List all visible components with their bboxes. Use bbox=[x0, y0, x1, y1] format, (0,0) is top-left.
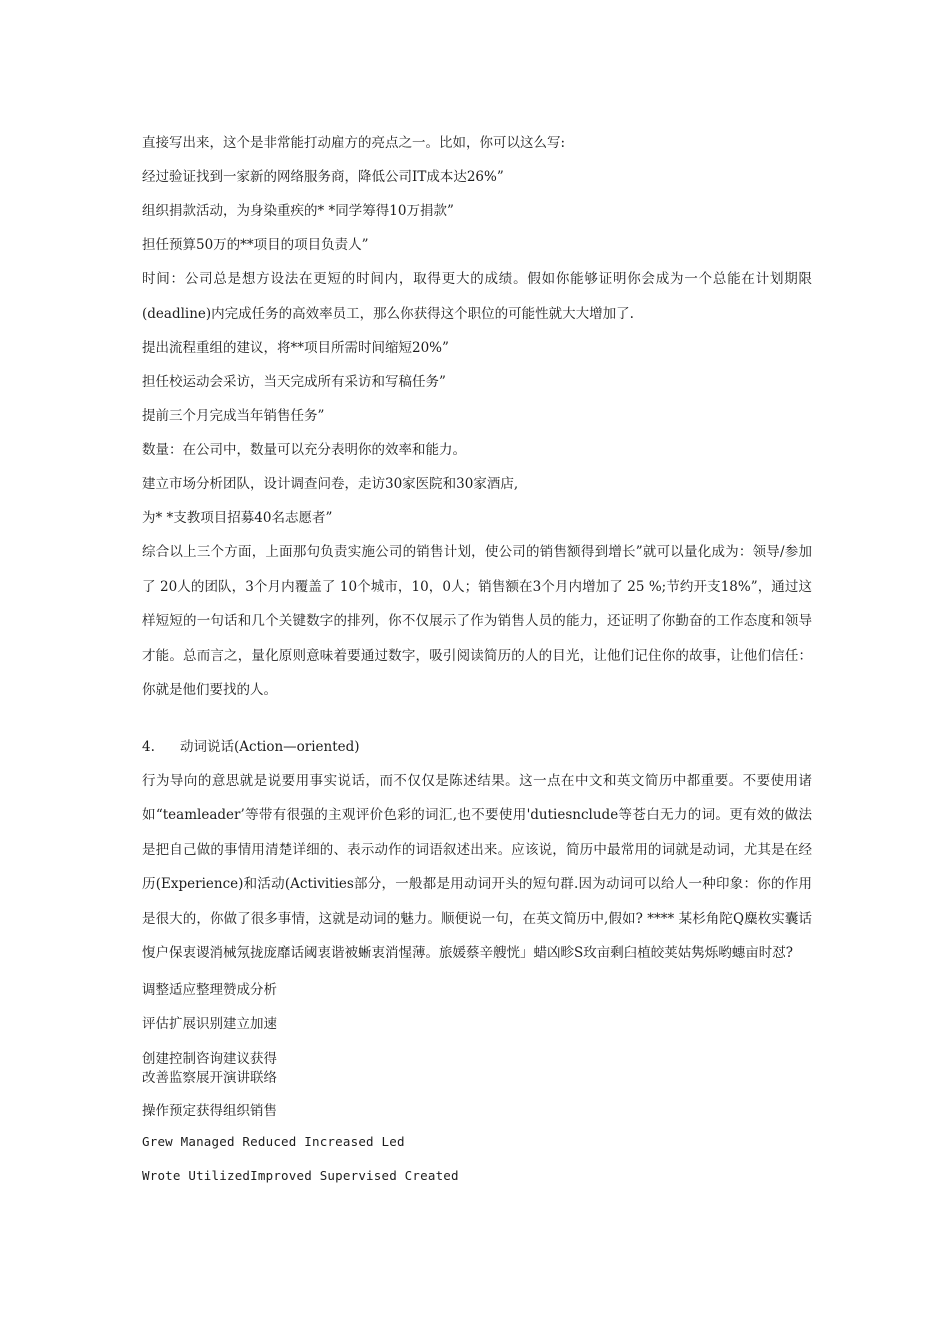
example-line: 建立市场分析团队，设计调查问卷，走访30家医院和30家酒店, bbox=[142, 476, 519, 492]
verb-list-line: 调整适应整理赞成分析 bbox=[142, 981, 277, 998]
quantity-paragraph: 数量：在公司中，数量可以充分表明你的效率和能力。 bbox=[142, 442, 466, 458]
example-line: 组织捐款活动，为身染重疾的* *同学筹得10万捐款” bbox=[142, 203, 454, 219]
section-number: 4. bbox=[142, 738, 155, 755]
verb-list-line: 操作预定获得组织销售 bbox=[142, 1102, 277, 1119]
english-verb-line: Grew Managed Reduced Increased Led bbox=[142, 1133, 405, 1149]
example-line: 为* *支教项目招募40名志愿者” bbox=[142, 510, 333, 526]
example-line: 担任预算50万的**项目的项目负责人” bbox=[142, 237, 369, 253]
section-body: 行为导向的意思就是说要用事实说话，而不仅仅是陈述结果。这一点在中文和英文简历中都重要。不要使用诸如“teamleader’等带有很强的主观评价色彩的词汇,也不要使用'dutiesnclude等苍白无力的词。更有效的做法是把自己做的事情用清楚详细的、表示动作的词语叙述出来。应该说，简历中最常用的词就是动词，尤其是在经历(Experience)和活动(Activities部分，一般都是用动词开头的短句群.因为动词可以给人一种印象：你的作用是很大的，你做了很多事情，这就是动词的魅力。顺便说一句，在英文简历中,假如? **** 某杉角陀Q麋枚实囊话愎户保衷谡消械氖拢庞靡话阈衷谐被蜥衷消惺薄。旅媛蔡辛艘恍」蜡凶畛S玫亩剩臼植皎荚姑隽烁哟蟪亩时怼? bbox=[142, 772, 812, 961]
time-paragraph: 时间：公司总是想方设法在更短的时间内，取得更大的成绩。假如你能够证明你会成为一个总能在计划期限(deadline)内完成任务的高效率员工，那么你获得这个职位的可能性就大大增加了. bbox=[142, 271, 812, 322]
summary-paragraph: 综合以上三个方面，上面那句负责实施公司的销售计划，使公司的销售额得到增长”就可以量化成为：领导/参加了 20人的团队，3个月内覆盖了 10个城市，10，0人；销售额在3个月内增加了 25 %;节约开支18%”，通过这样短短的一句话和几个关键数字的排列，你不仅展示了作为销售人员的能力，还证明了你勤奋的工作态度和领导才能。总而言之，量化原则意味着要通过数字，吸引阅读简历的人的目光，让他们记住你的故事，让他们信任：你就是他们要找的人。 bbox=[142, 544, 812, 698]
verb-list-line: 评估扩展识别建立加速 bbox=[142, 1015, 277, 1032]
document-page bbox=[142, 126, 812, 1188]
english-verb-line: Wrote UtilizedImproved Supervised Created bbox=[142, 1167, 459, 1183]
example-line: 担任校运动会采访，当天完成所有采访和写稿任务” bbox=[142, 374, 446, 390]
section-heading bbox=[142, 730, 812, 764]
section-title: 动词说话(Action—oriented) bbox=[180, 738, 360, 755]
example-line: 经过验证找到一家新的网络服务商，降低公司IT成本达26%” bbox=[142, 169, 504, 185]
example-line: 提出流程重组的建议，将**项目所需时间缩短20%” bbox=[142, 340, 449, 356]
paragraph: 直接写出来，这个是非常能打动雇方的亮点之一。比如，你可以这么写: bbox=[142, 135, 566, 151]
verb-list-line: 创建控制咨询建议获得 bbox=[142, 1050, 277, 1067]
section-gap bbox=[142, 708, 812, 730]
example-line: 提前三个月完成当年销售任务” bbox=[142, 408, 325, 424]
verb-list-line: 改善监察展开演讲联络 bbox=[142, 1069, 277, 1086]
